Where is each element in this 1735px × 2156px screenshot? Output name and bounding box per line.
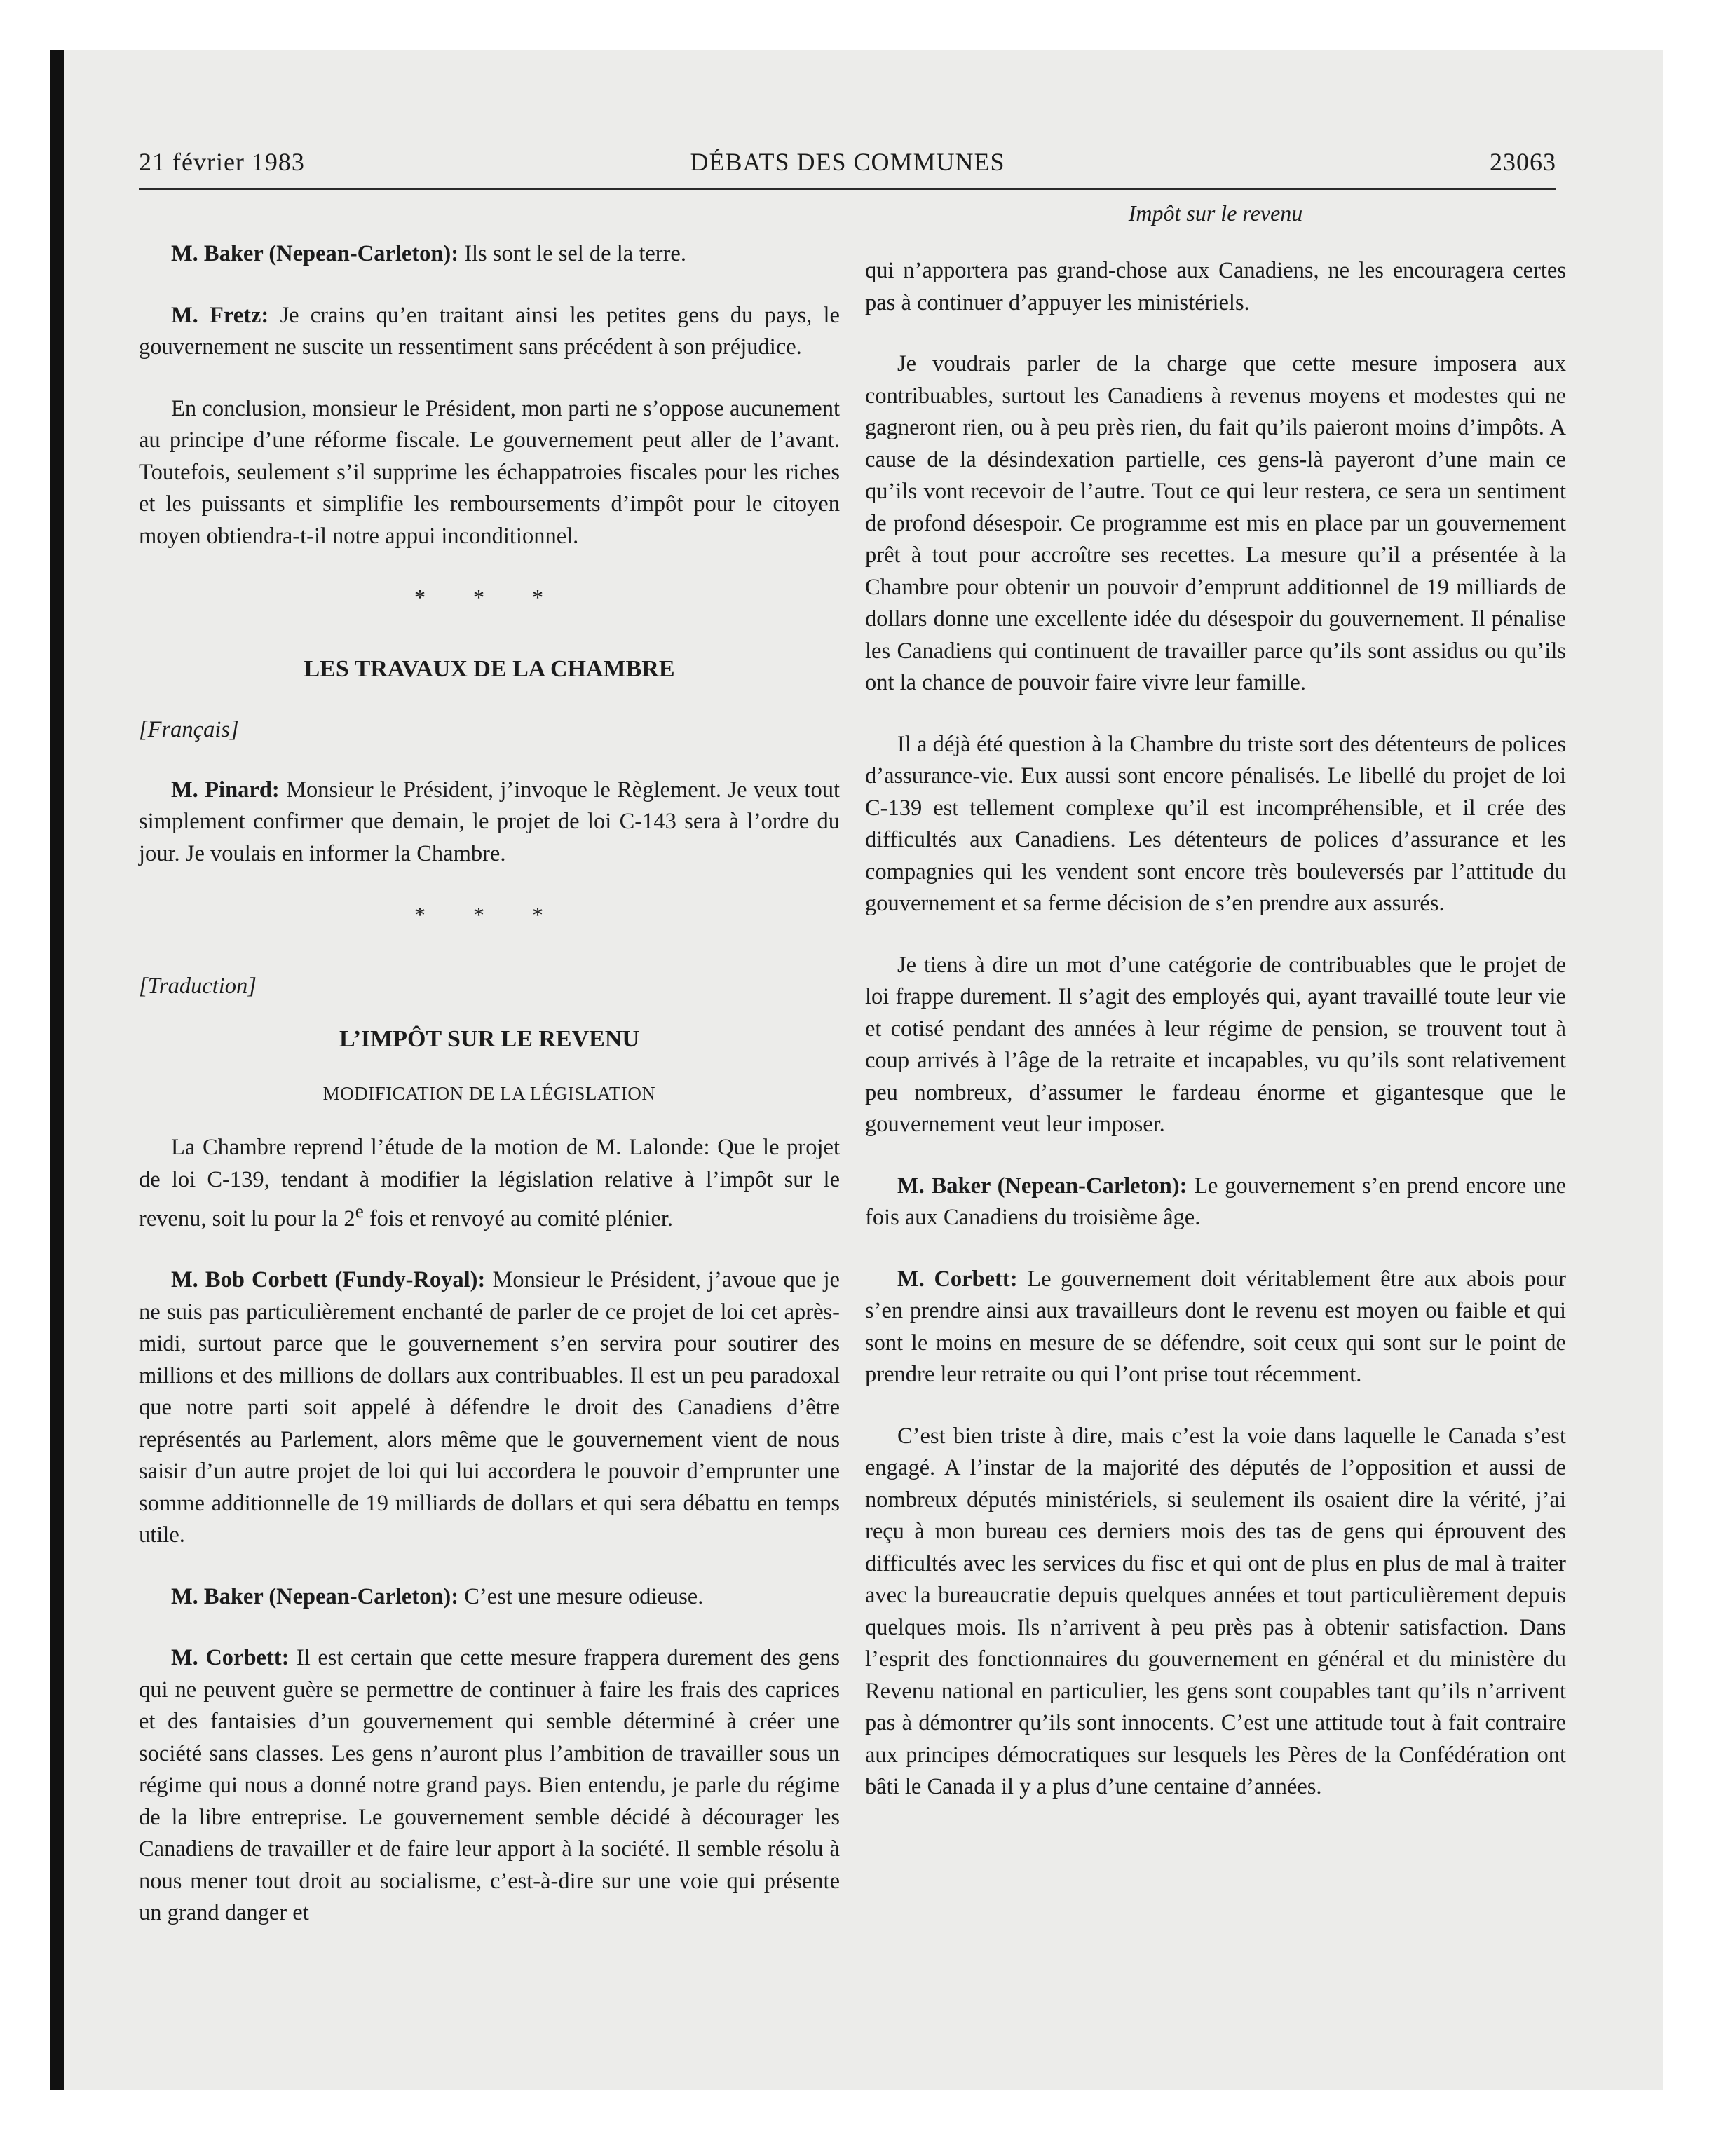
superscript: e [355,1201,364,1222]
section-subtitle: MODIFICATION DE LA LÉGISLATION [322,1082,656,1104]
speaker: M. Baker (Nepean-Carleton): [171,241,459,266]
header-date: 21 février 1983 [139,148,305,176]
paragraph: Je tiens à dire un mot d’une catégorie de contribuables que le projet de loi frappe durement. Il s’agit des employés qui, ayant travaillé toute leur vie et cotisé pendant des années à leur régime de pension, se trouvent tout à coup arrivés à l’âge de la retraite et incapables, vu qu’ils sont relativement peu nombreux, d’assumer le fardeau énorme et gigantesque que le gouvernement veut leur imposer. [865,952,1566,1137]
speech-text: C’est une mesure odieuse. [458,1583,704,1609]
speaker: M. Corbett: [171,1645,290,1671]
paragraph: Il a déjà été question à la Chambre du triste sort des détenteurs de polices d’assurance-vie. Eux aussi sont encore pénalisés. Le libellé du projet de loi C-139 est tellement complexe qu’il est incompréhensible, et il crée des difficultés aux Canadiens. Les détenteurs de polices d’assurance et les compagnies qui les vendent sont encore très bouleversés par l’attitude du gouvernement et sa ferme décision de s’en prendre aux assurés. [865,731,1566,916]
paragraph [139,238,840,271]
paragraph [139,1642,840,1930]
scan-edge [50,50,64,2090]
page-number: 23063 [1490,148,1556,176]
paragraph [139,775,840,871]
speech-text: Ils sont le sel de la terre. [458,241,686,266]
speech-text: Monsieur le Président, j’avoue que je ne suis pas particulièrement enchanté de parler de ce projet de loi cet après-midi, surtout parce que le gouvernement s’en servira pour soutirer des millions et des millions de dollars aux contribuables. Il est un peu paradoxal que notre parti soit appelé à défendre le droit des Canadiens d’être représentés au Parlement, alors même que le gouvernement vient de nous saisir d’un autre projet de loi qui lui accordera le pouvoir d’emprunter une somme additionnelle de 19 milliards de dollars et qui sera débattu en temps utile. [139,1267,840,1548]
speaker: M. Fretz: [171,302,269,328]
speaker: M. Baker (Nepean-Carleton): [171,1583,459,1609]
paragraph: Je voudrais parler de la charge que cette mesure imposera aux contribuables, surtout les Canadiens à revenus moyens et modestes qui ne gagneront rien, ou à peu près rien, du fait qu’ils paieront moins d’impôts. A cause de la désindexation partielle, ces gens-là payeront d’une main ce qu’ils vont recevoir de l’autre. Tout ce qui leur restera, ce sera un sentiment de profond désespoir. Ce programme est mis en place par un gouvernement prêt à tout pour accroître ses recettes. La mesure qu’il a présentée à la Chambre pour obtenir un pouvoir d’emprunt additionnel de 19 milliards de dollars donne une excellente idée du désespoir du gouvernement. Il pénalise les Canadiens qui continuent de travailler parce qu’ils sont assidus ou qu’ils ont la chance de pouvoir faire vivre leur famille. [865,351,1566,695]
paragraph [139,1132,840,1235]
right-column [865,255,1566,1833]
speech-text: Monsieur le Président, j’invoque le Règlement. Je veux tout simplement confirmer que demain, le projet de loi C-143 sera à l’ordre du jour. Je voulais en informer la Chambre. [139,777,840,866]
language-marker: [Traduction] [139,973,257,999]
speech-text: Le gouvernement s’en prend encore une fois aux Canadiens du troisième âge. [865,1173,1566,1230]
motion-text: fois et renvoyé au comité plénier. [363,1206,674,1231]
header-title: DÉBATS DES COMMUNES [690,148,1005,176]
speaker: M. Bob Corbett (Fundy-Royal): [171,1267,486,1293]
paragraph [865,1264,1566,1391]
section-title: LES TRAVAUX DE LA CHAMBRE [304,655,675,682]
paragraph [139,1581,840,1613]
speaker: M. Baker (Nepean-Carleton): [897,1173,1188,1199]
speaker: M. Pinard: [171,777,280,803]
speech-text: Le gouvernement doit véritablement être aux abois pour s’en prendre ainsi aux travailleurs dont le revenu est moyen ou faible et qui sont le moins en mesure de se défendre, soit ceux qui sont sur le point de prendre leur retraite ou qui l’ont prise tout récemment. [865,1266,1567,1387]
paragraph [139,300,840,364]
running-title: Impôt sur le revenu [1128,200,1303,226]
left-column [139,238,840,1959]
paragraph: C’est bien triste à dire, mais c’est la voie dans laquelle le Canada s’est engagé. A l’instar de la majorité des députés de l’opposition et aussi de nombreux députés ministériels, si seulement ils osaient dire la vérité, j’ai reçu à mon bureau ces derniers mois des tas de gens qui éprouvent des difficultés avec les services du fisc et qui ont de plus en plus de mal à traiter avec la bureaucratie depuis quelques années et tout particulièrement depuis quelques mois. Ils n’arrivent à peu près pas à obtenir satisfaction. Dans l’esprit des fonctionnaires du gouvernement en général et du ministère du Revenu national en particulier, les gens sont coupables tant qu’ils n’arrivent pas à démontrer qu’ils sont innocents. C’est une attitude tout à fait contraire aux principes démocratiques sur lesquels les Pères de la Confédération ont bâti le Canada il y a plus d’une centaine d’années. [865,1423,1566,1799]
speaker: M. Corbett: [897,1266,1018,1292]
section-separator: * * * [414,585,564,610]
motion-text: La Chambre reprend l’étude de la motion de M. Lalonde: Que le projet de loi C-139, tendant à modifier la législation relative à l’impôt sur le revenu, soit lu pour la 2 [139,1135,840,1231]
paragraph: qui n’apportera pas grand-chose aux Canadiens, ne les encouragera certes pas à continuer d’appuyer les ministériels. [865,258,1566,315]
paragraph [139,1264,840,1552]
paragraph [865,1171,1566,1234]
speech-text: Il est certain que cette mesure frappera durement des gens qui ne peuvent guère se permettre de continuer à faire les frais des caprices et des fantaisies d’un gouvernement qui semble déterminé à créer une société sans classes. Les gens n’auront plus l’ambition de travailler sous un régime qui nous a donné notre grand pays. Bien entendu, je parle du régime de la libre entreprise. Le gouvernement semble décidé à décourager les Canadiens de travailler et de faire leur apport à la société. Il semble résolu à nous mener tout droit au socialisme, c’est-à-dire sur une voie qui présente un grand danger et [139,1645,840,1926]
page-header [139,146,1556,190]
section-title: L’IMPÔT SUR LE REVENU [339,1026,639,1052]
speech-text: Je crains qu’en traitant ainsi les petites gens du pays, le gouvernement ne suscite un ressentiment sans précédent à son préjudice. [139,302,840,360]
paragraph: En conclusion, monsieur le Président, mon parti ne s’oppose aucunement au principe d’une réforme fiscale. Le gouvernement peut aller de l’avant. Toutefois, seulement s’il supprime les échappatroies fiscales pour les riches et les puissants et simplifie les remboursements d’impôt pour le citoyen moyen obtiendra-t-il notre appui inconditionnel. [139,395,840,549]
language-marker: [Français] [139,717,239,742]
section-separator: * * * [414,902,564,927]
